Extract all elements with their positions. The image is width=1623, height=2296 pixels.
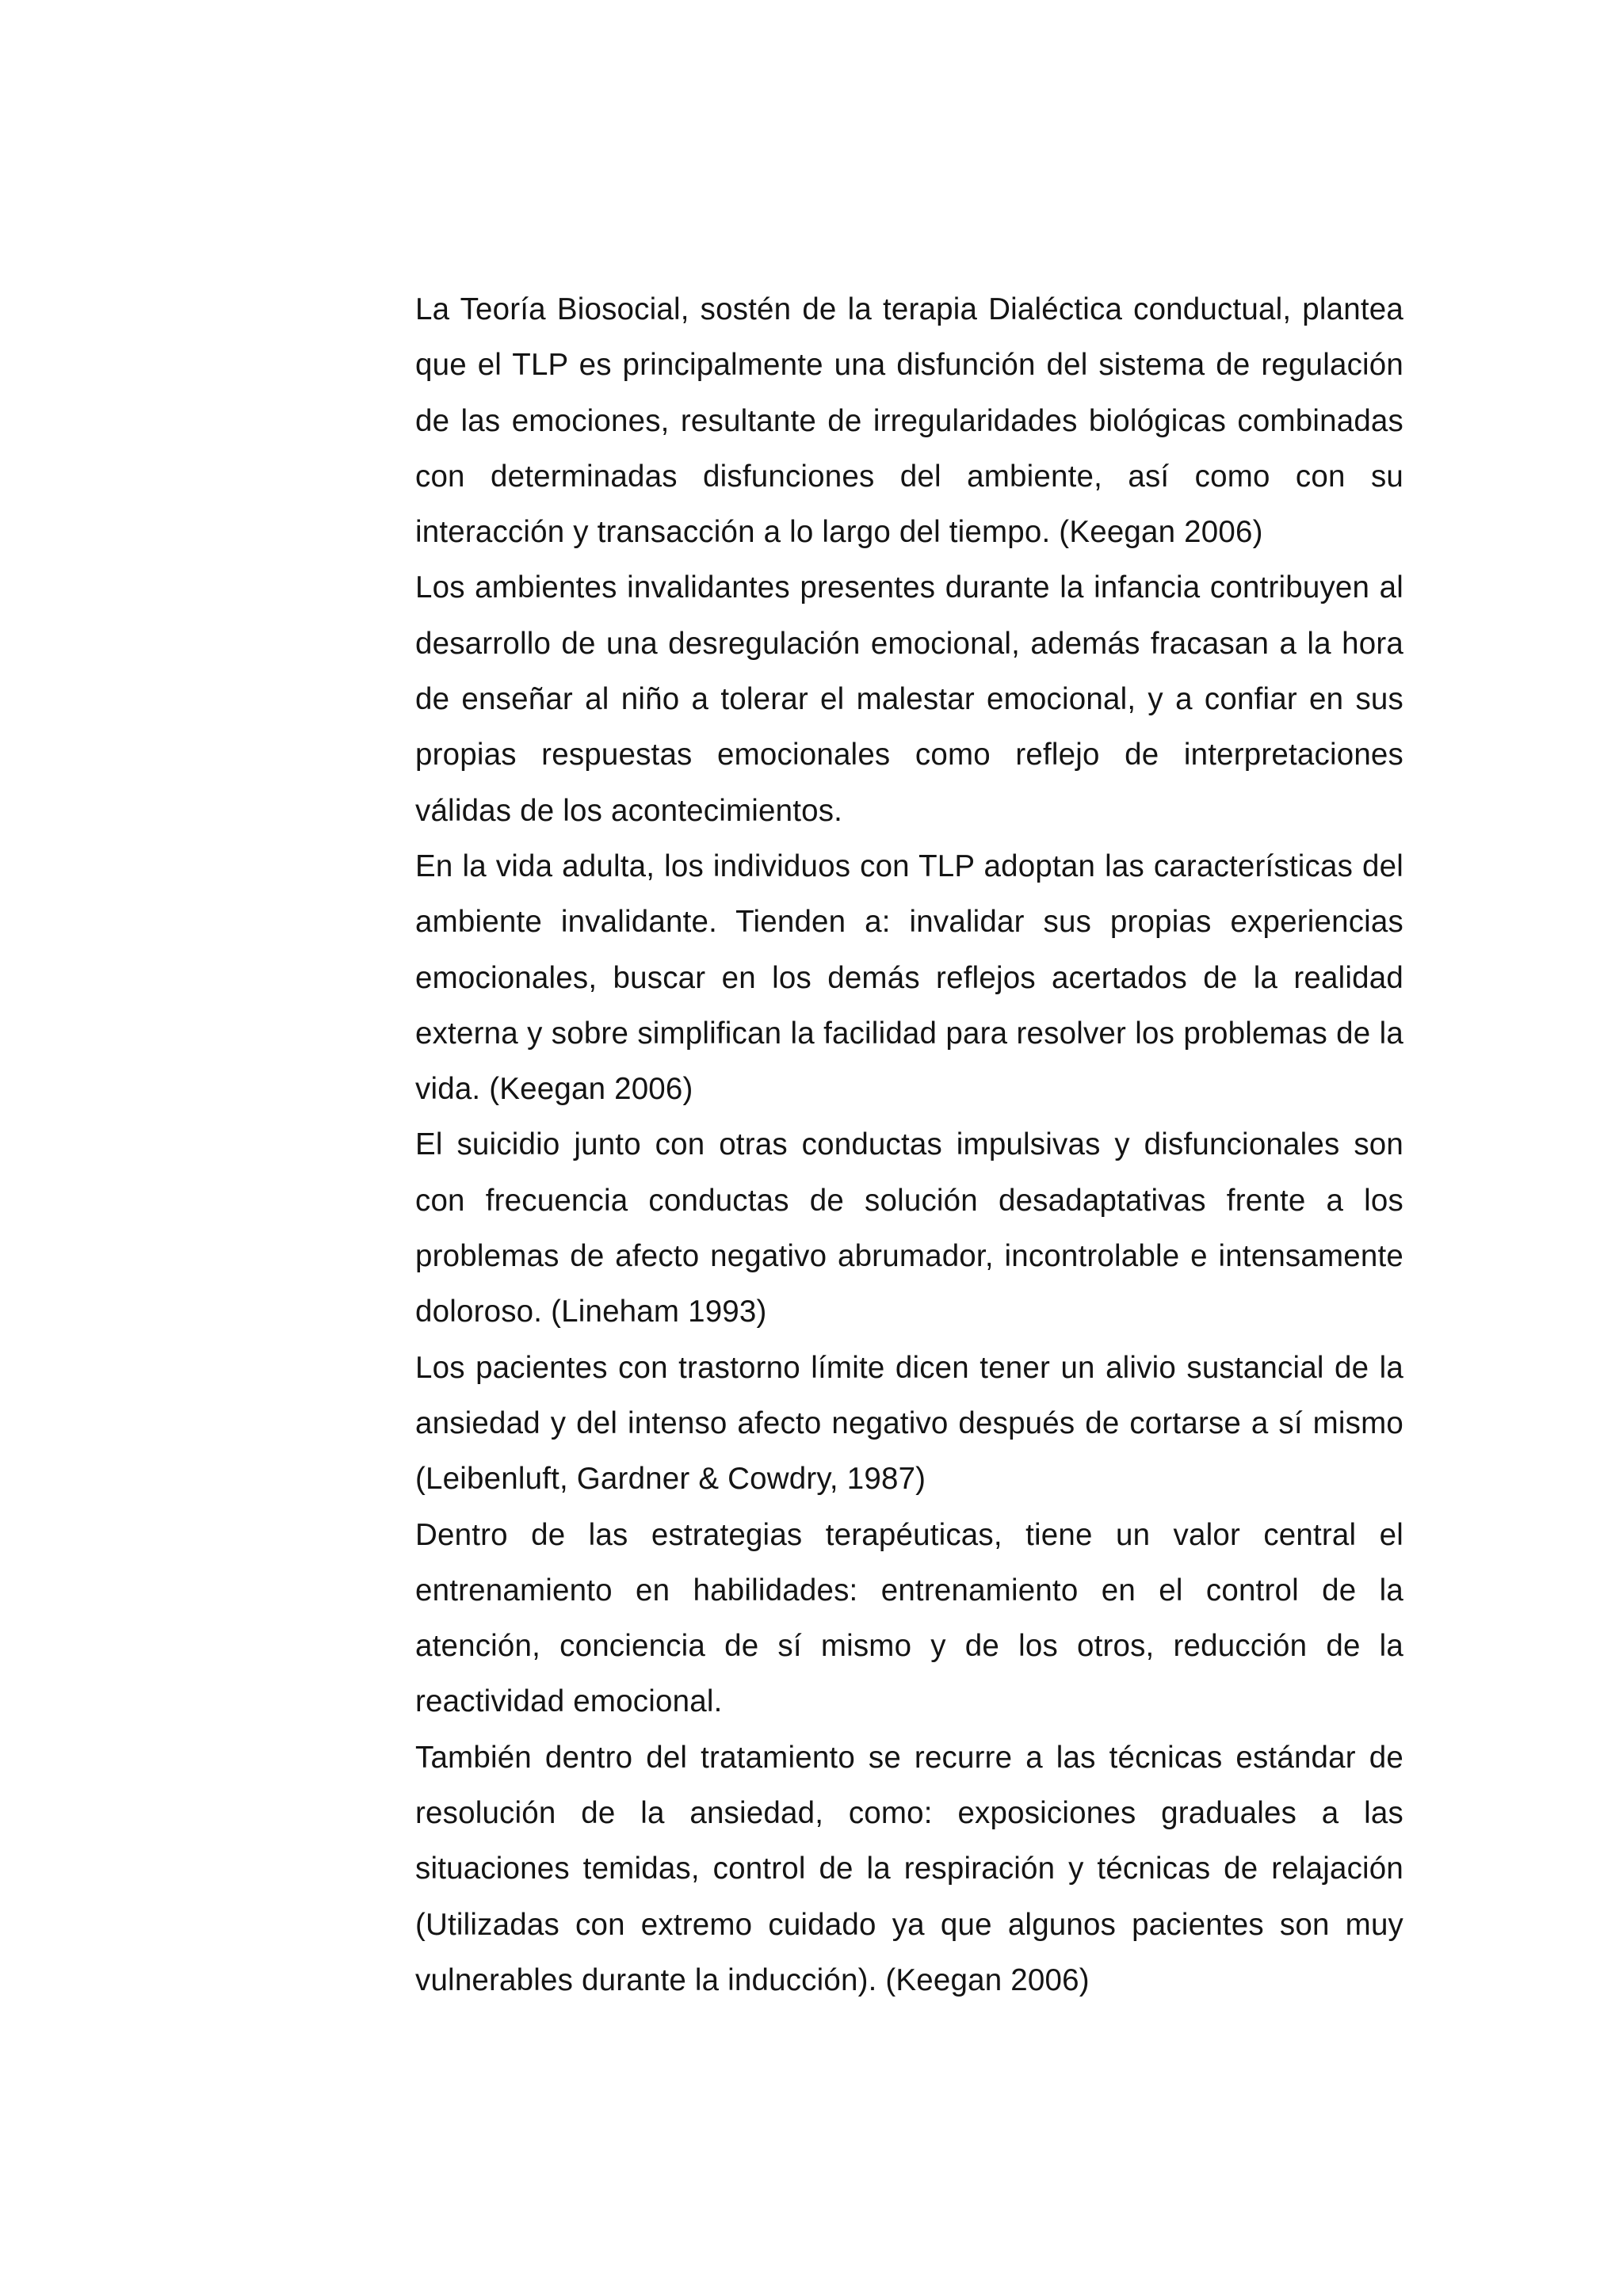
paragraph-biosocial-theory: La Teoría Biosocial, sostén de la terapia Dialéctica conductual, plantea que el TLP es principalmente una disfunción del sistema de regulación de las emociones, resultante de irregularidades biológicas combinadas con determinadas disfunciones del ambiente, así como con su interacción y transacción a lo largo del tiempo. (Keegan 2006) xyxy=(415,292,1403,550)
paragraph-anxiety-techniques: También dentro del tratamiento se recurre a las técnicas estándar de resolución de la ansiedad, como: exposiciones graduales a las situaciones temidas, control de la respiración y técnicas de relajación (Utilizadas con extremo cuidado ya que algunos pacientes son muy vulnerables durante la inducción). (Keegan 2006) xyxy=(415,1740,1403,1997)
paragraph-self-harm-relief: Los pacientes con trastorno límite dicen tener un alivio sustancial de la ansiedad y del intenso afecto negativo después de cortarse a sí mismo (Leibenluft, Gardner & Cowdry, 1987) xyxy=(415,1350,1403,1497)
paragraph-adult-life: En la vida adulta, los individuos con TLP adoptan las características del ambiente invalidante. Tienden a: invalidar sus propias experiencias emocionales, buscar en los demás reflejos acertados de la realidad externa y sobre simplifican la facilidad para resolver los problemas de la vida. (Keegan 2006) xyxy=(415,849,1403,1107)
paragraph-therapeutic-strategies: Dentro de las estrategias terapéuticas, tiene un valor central el entrenamiento en habilidades: entrenamiento en el control de la atención, conciencia de sí mismo y de los otros, reducción de la reactividad emocional. xyxy=(415,1517,1403,1719)
paragraph-invalidating-environments: Los ambientes invalidantes presentes durante la infancia contribuyen al desarrollo de una desregulación emocional, además fracasan a la hora de enseñar al niño a tolerar el malestar emocional, y a confiar en sus propias respuestas emocionales como reflejo de interpretaciones válidas de los acontecimientos. xyxy=(415,570,1403,828)
paragraph-suicide-impulsive-behaviors: El suicidio junto con otras conductas impulsivas y disfuncionales son con frecuencia conductas de solución desadaptativas frente a los problemas de afecto negativo abrumador, incontrolable e intensamente doloroso. (Lineham 1993) xyxy=(415,1127,1403,1329)
body-text xyxy=(415,282,1403,2008)
